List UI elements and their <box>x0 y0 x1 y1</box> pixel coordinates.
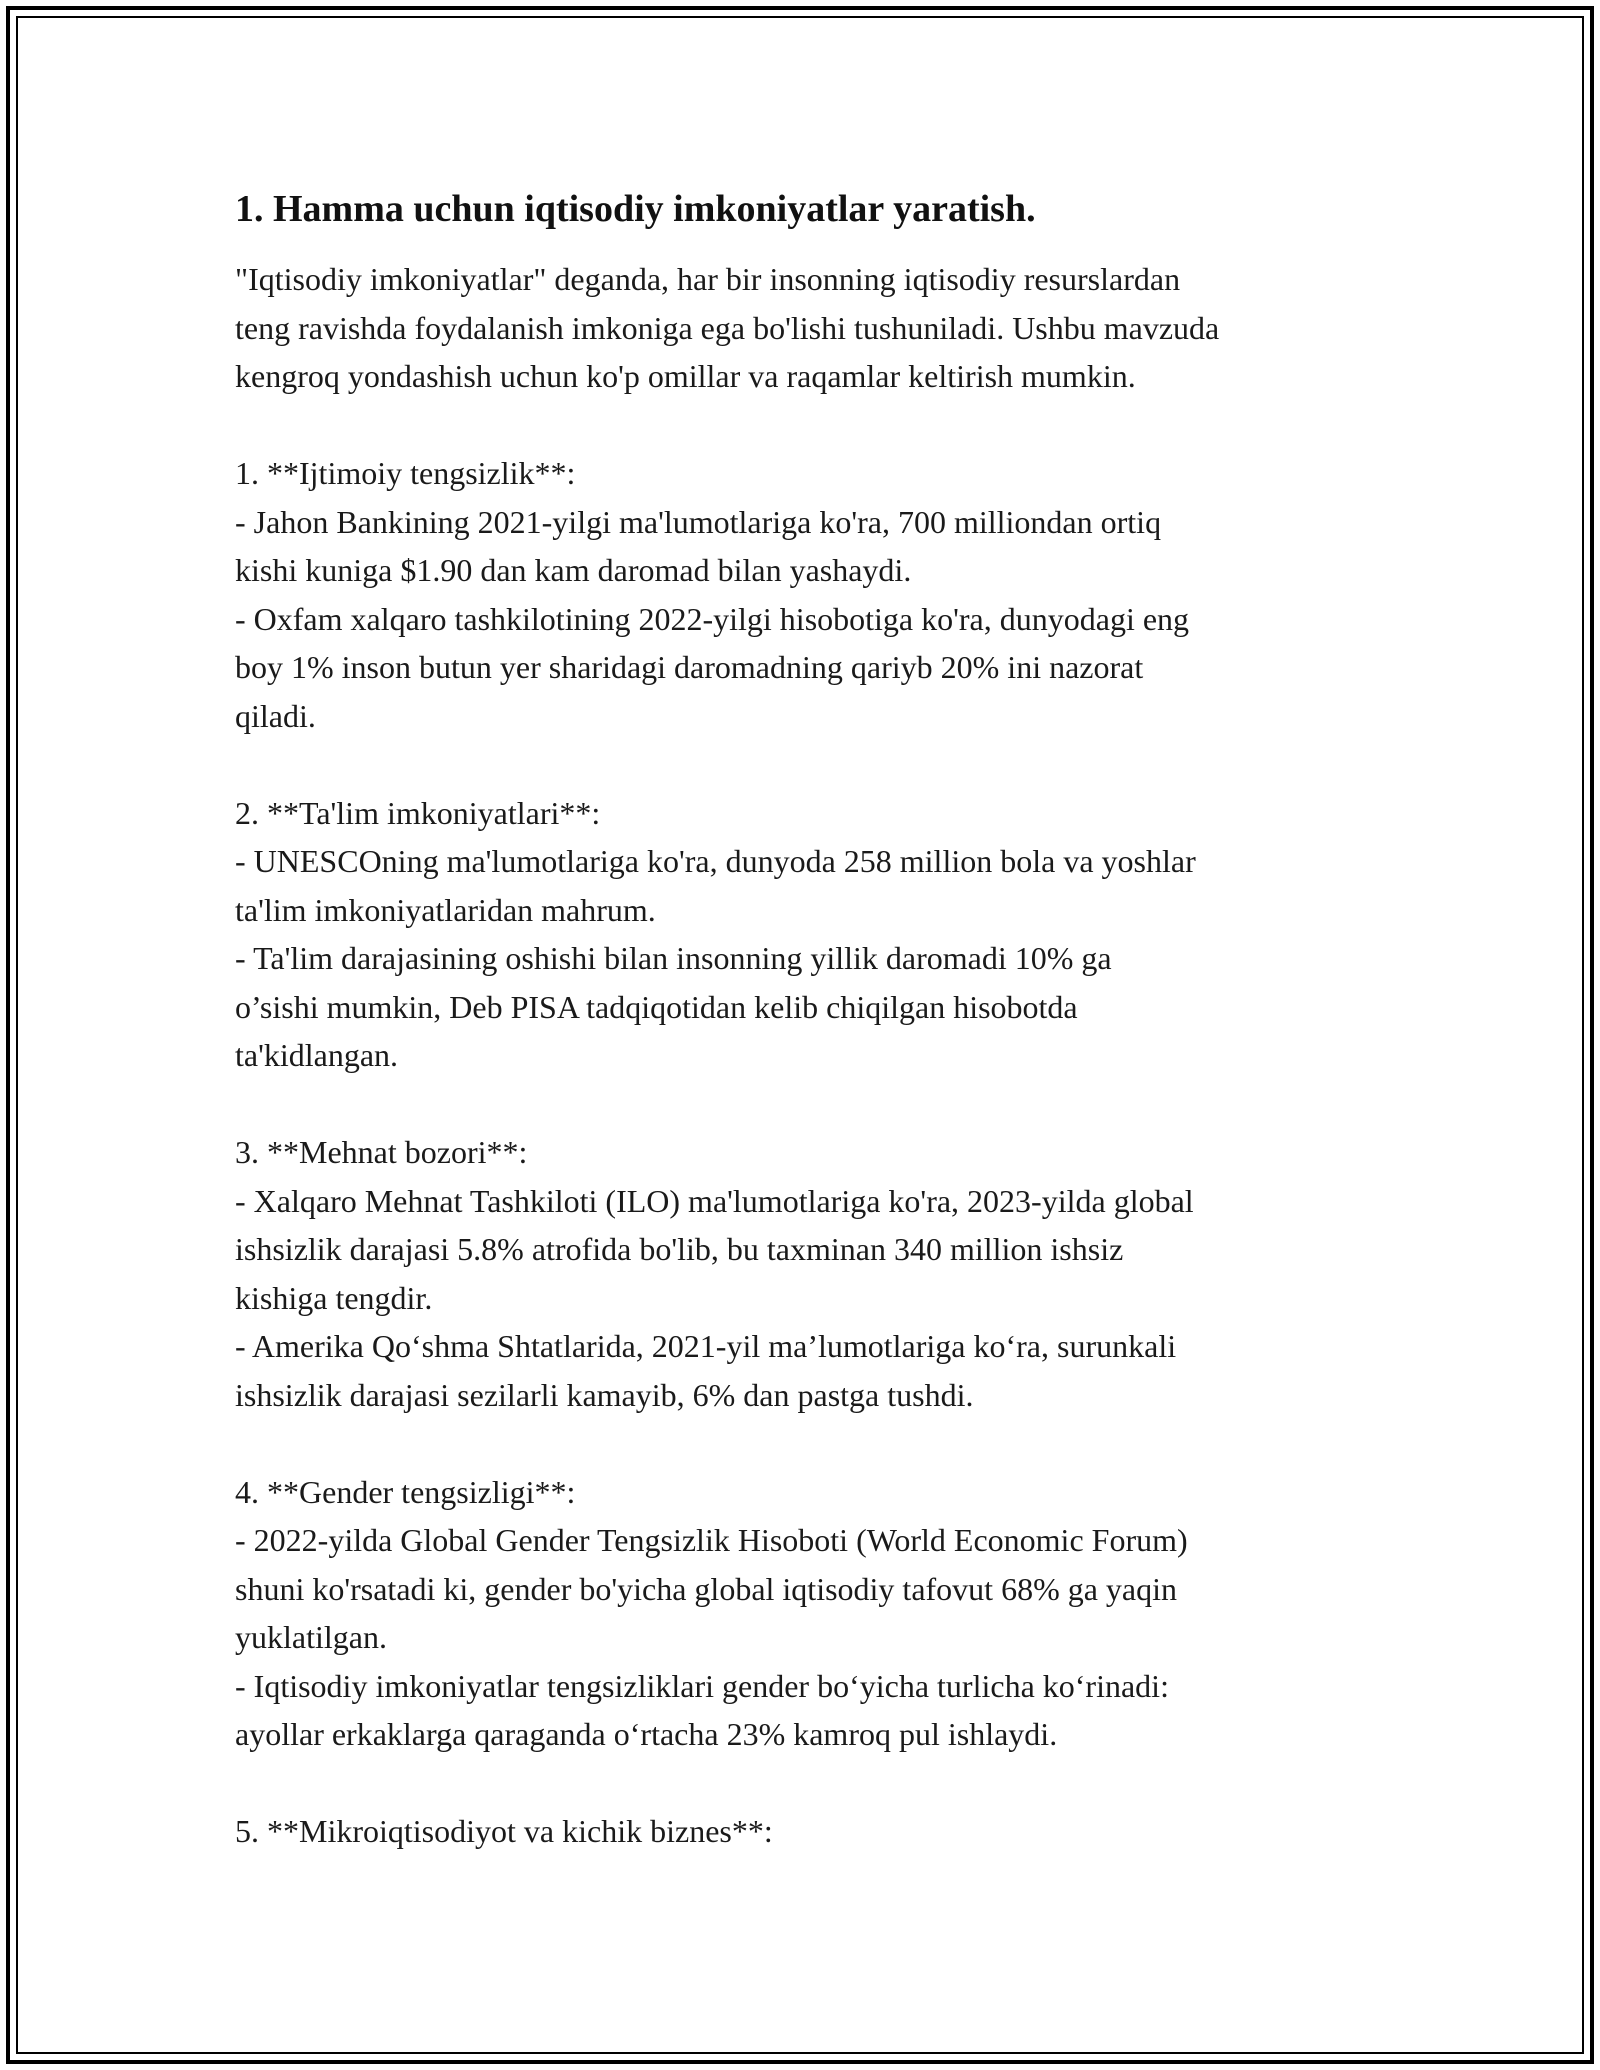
bullet-item: - 2022-yilda Global Gender Tengsizlik Hisoboti (World Economic Forum) shuni ko'rsatadi ki, gender bo'yicha global iqtisodiy tafovut 68% ga yaqin yuklatilgan. <box>235 1522 1188 1655</box>
section-heading: 3. **Mehnat bozori**: <box>235 1134 528 1170</box>
section-heading: 4. **Gender tengsizligi**: <box>235 1473 576 1510</box>
section-social-inequality <box>235 449 1395 740</box>
bullet-item: - UNESCOning ma'lumotlariga ko'ra, dunyoda 258 million bola va yoshlar ta'lim imkoniyatlaridan mahrum. <box>235 843 1196 928</box>
document-body <box>235 185 1395 1856</box>
bullet-item: - Ta'lim darajasining oshishi bilan insonning yillik daromadi 10% ga o’sishi mumkin, Deb PISA tadqiqotidan kelib chiqilgan hisobotda ta'kidlangan. <box>235 940 1112 1073</box>
document-title: 1. Hamma uchun iqtisodiy imkoniyatlar yaratish. <box>235 188 1036 230</box>
bullet-item: - Amerika Qo‘shma Shtatlarida, 2021-yil ma’lumotlariga ko‘ra, surunkali ishsizlik darajasi sezilarli kamayib, 6% dan pastga tushdi. <box>235 1328 1177 1413</box>
section-heading: 1. **Ijtimoiy tengsizlik**: <box>235 455 576 491</box>
section-heading: 5. **Mikroiqtisodiyot va kichik biznes**: <box>235 1813 773 1849</box>
section-gender-inequality <box>235 1468 1395 1759</box>
bullet-item: - Oxfam xalqaro tashkilotining 2022-yilgi hisobotiga ko'ra, dunyodagi eng boy 1% inson butun yer sharidagi daromadning qariyb 20% ini nazorat qiladi. <box>235 600 1190 734</box>
section-labor-market <box>235 1128 1395 1419</box>
bullet-item: - Xalqaro Mehnat Tashkiloti (ILO) ma'lumotlariga ko'ra, 2023-yilda global ishsizlik darajasi 5.8% atrofida bo'lib, bu taxminan 340 million ishsiz kishiga tengdir. <box>235 1182 1194 1316</box>
section-heading: 2. **Ta'lim imkoniyatlari**: <box>235 794 601 831</box>
bullet-item: - Jahon Bankining 2021-yilgi ma'lumotlariga ko'ra, 700 milliondan ortiq kishi kuniga $1.90 dan kam daromad bilan yashaydi. <box>235 503 1162 588</box>
section-microeconomics <box>235 1807 1395 1856</box>
section-education <box>235 789 1395 1080</box>
intro-paragraph: "Iqtisodiy imkoniyatlar" deganda, har bir insonning iqtisodiy resurslardan teng ravishda foydalanish imkoniga ega bo'lishi tushuniladi. Ushbu mavzuda kengroq yondashish uchun ko'p omillar va raqamlar keltirish mumkin. <box>235 261 1220 394</box>
bullet-item: - Iqtisodiy imkoniyatlar tengsizliklari gender bo‘yicha turlicha ko‘rinadi: ayollar erkaklarga qaraganda o‘rtacha 23% kamroq pul ishlaydi. <box>235 1667 1169 1752</box>
